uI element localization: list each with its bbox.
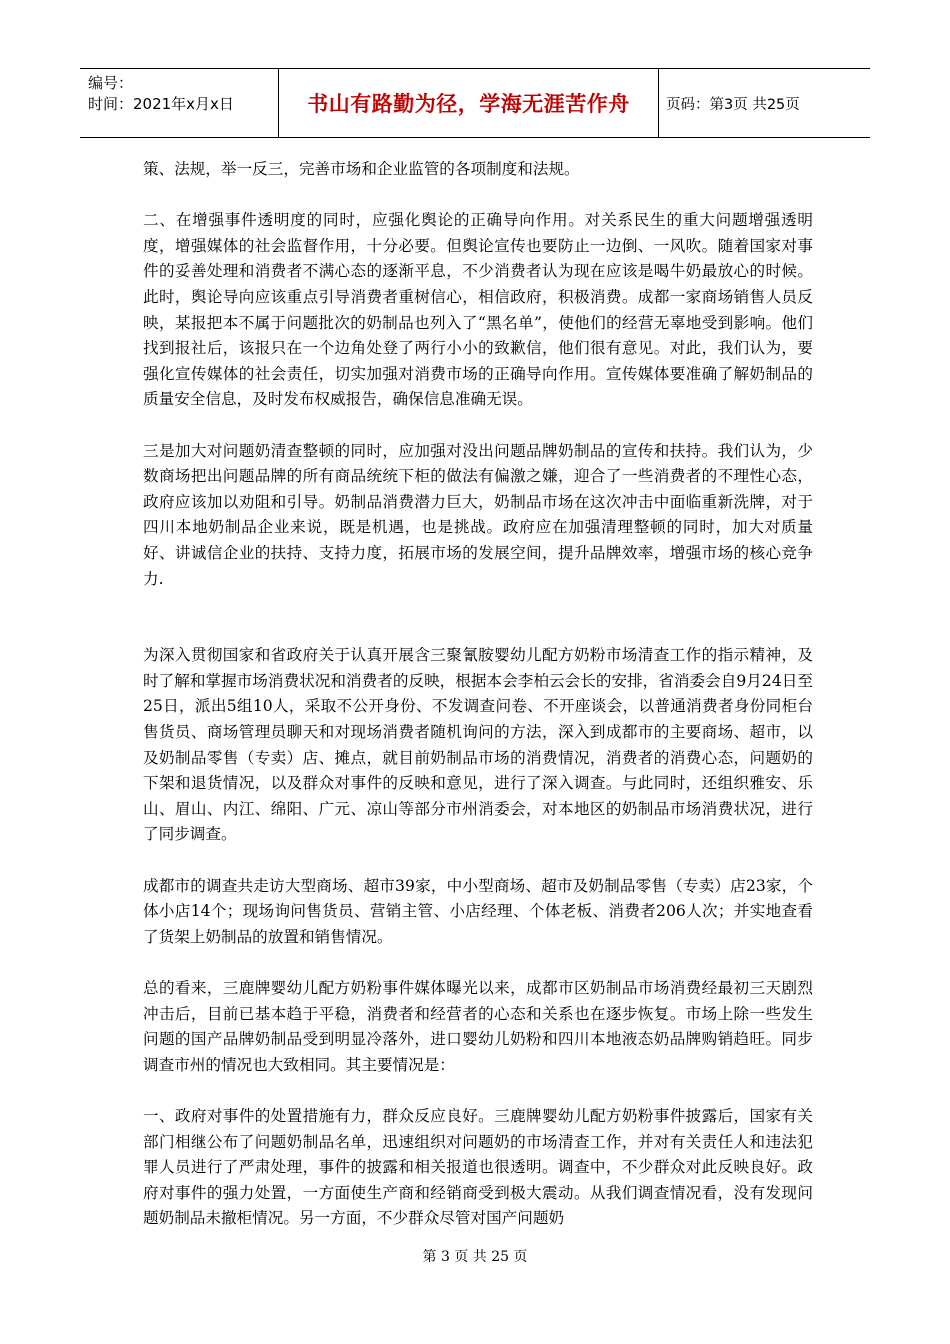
- document-body: [143, 157, 813, 1258]
- paragraph: 二、在增强事件透明度的同时，应强化舆论的正确导向作用。对关系民生的重大问题增强透明度，增强媒体的社会监督作用，十分必要。但舆论宣传也要防止一边倒、一风吹。随着国家对事件的妥善处理和消费者不满心态的逐渐平息，不少消费者认为现在应该是喝牛奶最放心的时候。此时，舆论导向应该重点引导消费者重树信心，相信政府，积极消费。成都一家商场销售人员反映，某报把本不属于问题批次的奶制品也列入了“黑名单”，使他们的经营无辜地受到影响。他们找到报社后，该报只在一个边角处登了两行小小的致歉信，他们很有意见。对此，我们认为，要强化宣传媒体的社会责任，切实加强对消费市场的正确导向作用。宣传媒体要准确了解奶制品的质量安全信息，及时发布权威报告，确保信息准确无误。: [143, 211, 813, 409]
- page-footer: 第 3 页 共 25 页: [422, 1249, 528, 1265]
- header-meta: [88, 73, 278, 115]
- header-page-indicator: 页码：第3页 共25页: [666, 96, 800, 113]
- paragraph: 三是加大对问题奶清查整顿的同时，应加强对没出问题品牌奶制品的宣传和扶持。我们认为，少数商场把出问题品牌的所有商品统统下柜的做法有偏激之嫌，迎合了一些消费者的不理性心态，政府应该加以劝阻和引导。奶制品消费潜力巨大，奶制品市场在这次冲击中面临重新洗牌，对于四川本地奶制品企业来说，既是机遇，也是挑战。政府应在加强清理整顿的同时，加大对质量好、讲诚信企业的扶持、支持力度，拓展市场的发展空间，提升品牌效率，增强市场的核心竞争力.: [143, 441, 813, 588]
- header-motto: 书山有路勤为径，学海无涯苦作舟: [307, 92, 630, 116]
- paragraph: 总的看来，三鹿牌婴幼儿配方奶粉事件媒体曝光以来，成都市区奶制品市场消费经最初三天剧烈冲击后，目前已基本趋于平稳，消费者和经营者的心态和关系也在逐步恢复。市场上除一些发生问题的国产品牌奶制品受到明显冷落外，进口婴幼儿奶粉和四川本地液态奶品牌购销趋旺。同步调查市州的情况也大致相同。其主要情况是：: [143, 979, 813, 1074]
- paragraph: 一、政府对事件的处置措施有力，群众反应良好。三鹿牌婴幼儿配方奶粉事件披露后，国家有关部门相继公布了问题奶制品名单，迅速组织对问题奶的市场清查工作，并对有关责任人和违法犯罪人员进行了严肃处理，事件的披露和相关报道也很透明。调查中，不少群众对此反映良好。政府对事件的强力处置，一方面使生产商和经销商受到极大震动。从我们调查情况看，没有发现问题奶制品未撤柜情况。另一方面，不少群众尽管对国产问题奶: [143, 1106, 813, 1228]
- paragraph: 为深入贯彻国家和省政府关于认真开展含三聚氰胺婴幼儿配方奶粉市场清查工作的指示精神，及时了解和掌握市场消费状况和消费者的反映，根据本会李柏云会长的安排，省消委会自9月24日至25日，派出5组10人，采取不公开身份、不发调查问卷、不开座谈会，以普通消费者身份同柜台售货员、商场管理员聊天和对现场消费者随机询问的方法，深入到成都市的主要商场、超市，以及奶制品零售（专卖）店、摊点，就目前奶制品市场的消费情况，消费者的消费心态，问题奶的下架和退货情况，以及群众对事件的反映和意见，进行了深入调查。与此同时，还组织雅安、乐山、眉山、内江、绵阳、广元、凉山等部分市州消委会，对本地区的奶制品市场消费状况，进行了同步调查。: [143, 646, 813, 844]
- page-header: [80, 68, 870, 138]
- header-divider: [658, 69, 659, 137]
- paragraph: 成都市的调查共走访大型商场、超市39家，中小型商场、超市及奶制品零售（专卖）店23家，个体小店14个；现场询问售货员、营销主管、小店经理、个体老板、消费者206人次；并实地查看了货架上奶制品的放置和销售情况。: [143, 876, 813, 946]
- paragraph: 策、法规，举一反三，完善市场和企业监管的各项制度和法规。: [143, 160, 580, 178]
- blank-line: [143, 618, 813, 644]
- document-number-label: 编号：: [88, 74, 134, 92]
- document-date-label: 时间：2021年x月x日: [88, 95, 234, 113]
